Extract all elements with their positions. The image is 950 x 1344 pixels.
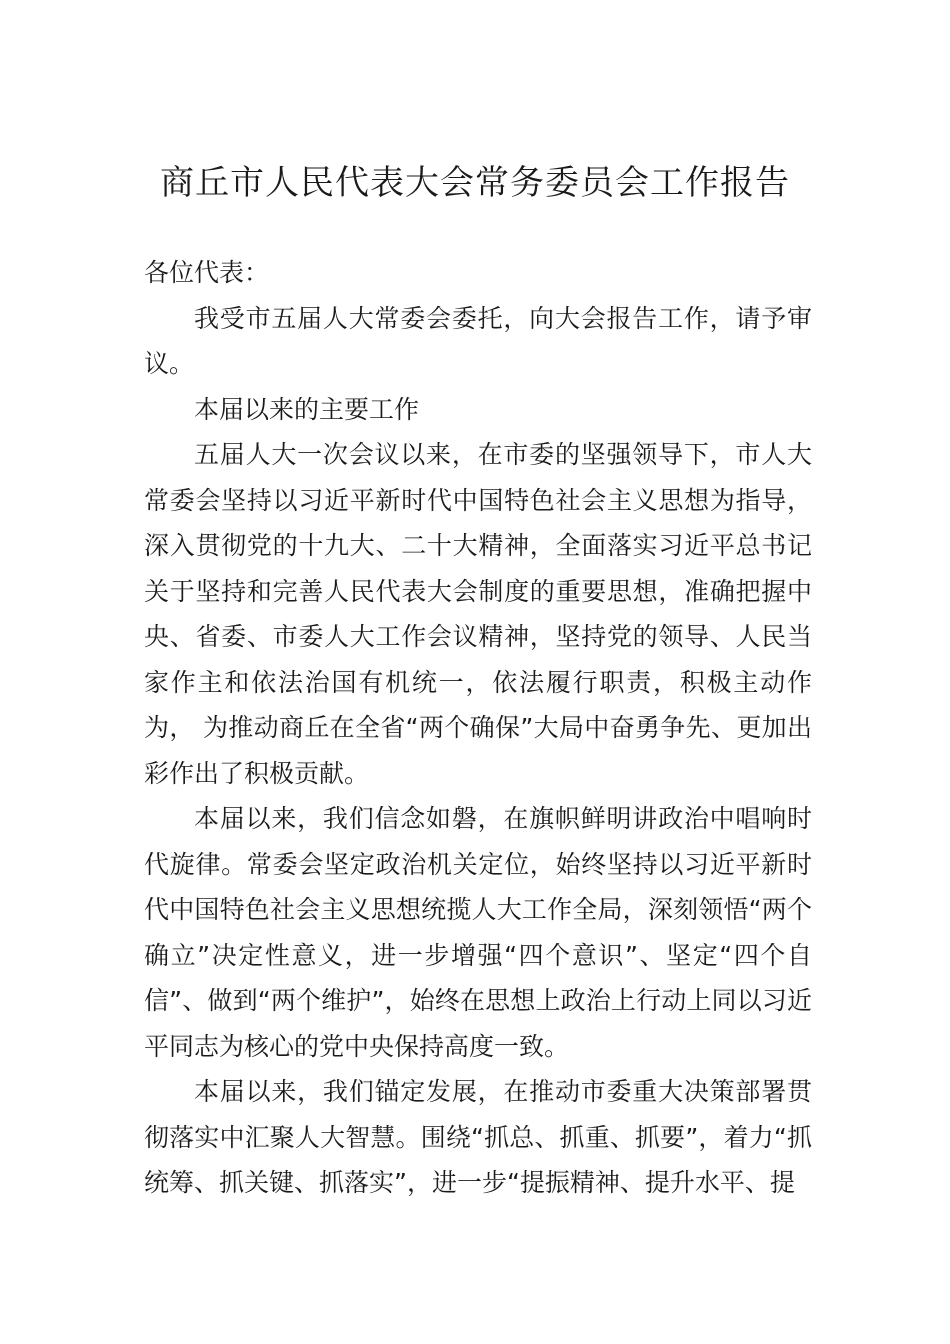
- paragraph-politics: 本届以来，我们信念如磐，在旗帜鲜明讲政治中唱响时代旋律。常委会坚定政治机关定位，始终坚持以习近平新时代中国特色社会主义思想统揽人大工作全局，深刻领悟“两个确立”决定性意义，进一步增强“四个意识”、坚定“四个自信”、做到“两个维护”，始终在思想上政治上行动上同以习近平同志为核心的党中央保持高度一致。: [144, 804, 812, 1061]
- document-body: [144, 250, 812, 1206]
- paragraph-development: 本届以来，我们锚定发展，在推动市委重大决策部署贯彻落实中汇聚人大智慧。围绕“抓总、抓重、抓要”，着力“抓统筹、抓关键、抓落实”，进一步“提振精神、提升水平、提: [144, 1077, 812, 1197]
- document-title: 商丘市人民代表大会常务委员会工作报告: [160, 163, 790, 203]
- paragraph-overview: 五届人大一次会议以来，在市委的坚强领导下，市人大常委会坚持以习近平新时代中国特色社会主义思想为指导， 深入贯彻党的十九大、二十大精神，全面落实习近平总书记关于坚持和完善人民代表大会制度的重要思想，准确把握中央、省委、市委人大工作会议精神，坚持党的领导、人民当家作主和依法治国有机统一，依法履行职责，积极主动作为， 为推动商丘在全省“两个确保”大局中奋勇争先、更加出彩作出了积极贡献。: [144, 440, 812, 788]
- section-heading: 本届以来的主要工作: [194, 394, 420, 424]
- paragraph-intro: 我受市五届人大常委会委托，向大会报告工作，请予审议。: [144, 303, 812, 378]
- salutation: 各位代表：: [144, 258, 270, 287]
